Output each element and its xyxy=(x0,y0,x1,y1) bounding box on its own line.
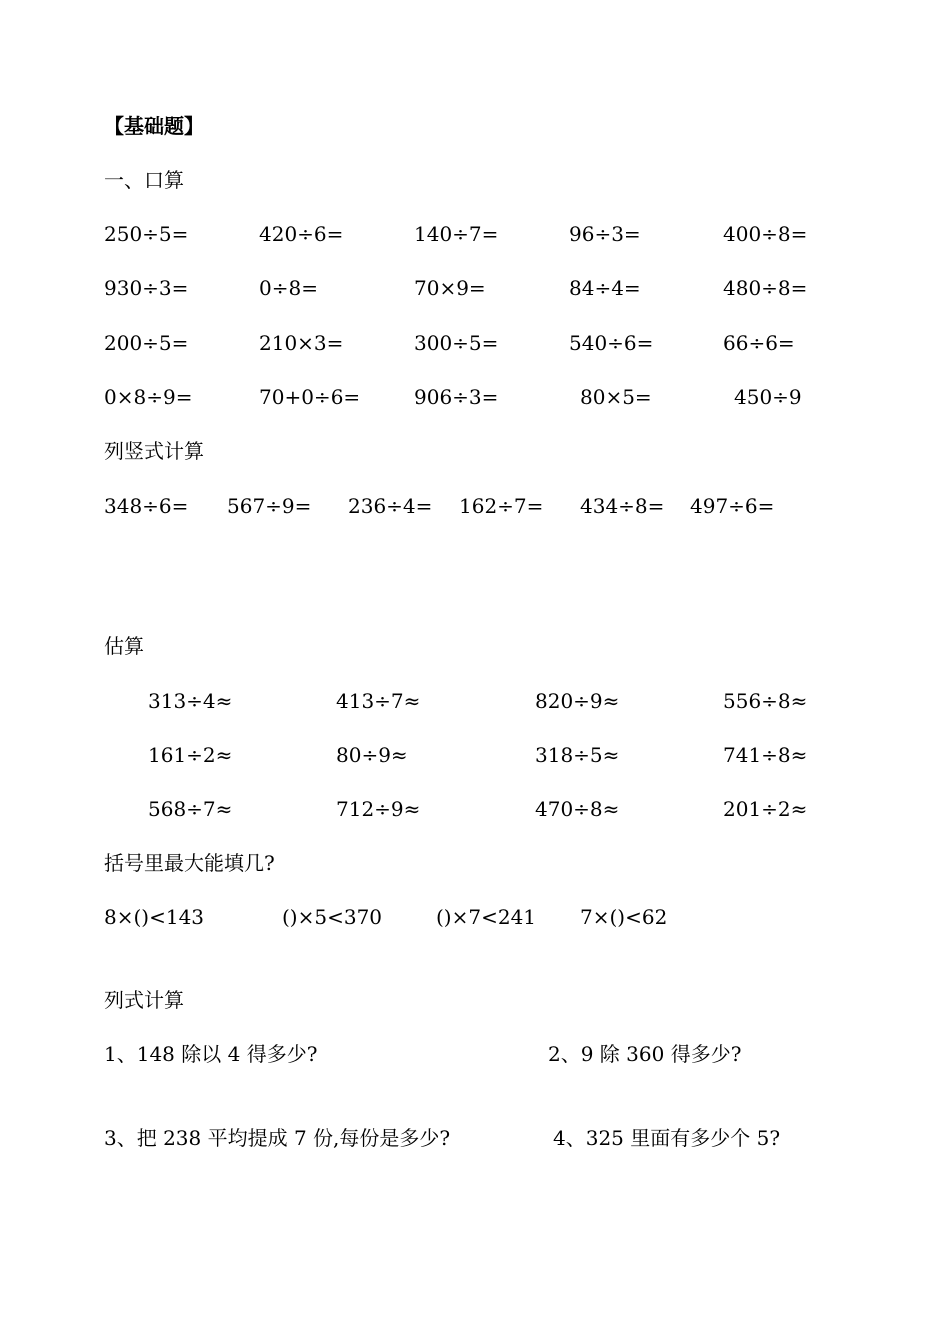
estimation-problem: 161÷2≈ xyxy=(148,743,233,767)
inequality-problem: 7×()<62 xyxy=(580,905,668,929)
oral-problem: 200÷5= xyxy=(104,331,189,355)
oral-problem: 250÷5= xyxy=(104,222,189,246)
oral-problem: 70×9= xyxy=(414,276,486,300)
estimation-problem: 318÷5≈ xyxy=(535,743,620,767)
vertical-problem: 162÷7= xyxy=(459,494,544,518)
section-heading-oral-calculation: 一、口算 xyxy=(104,168,184,192)
oral-problem: 70+0÷6= xyxy=(259,385,361,409)
vertical-problem: 497÷6= xyxy=(690,494,775,518)
inequality-problem: ()×5<370 xyxy=(282,905,383,929)
estimation-problem: 80÷9≈ xyxy=(336,743,408,767)
oral-problem: 540÷6= xyxy=(569,331,654,355)
oral-problem: 400÷8= xyxy=(723,222,808,246)
oral-problem: 210×3= xyxy=(259,331,344,355)
oral-problem: 906÷3= xyxy=(414,385,499,409)
word-problem: 3、把 238 平均提成 7 份,每份是多少? xyxy=(104,1126,451,1150)
word-problem: 1、148 除以 4 得多少? xyxy=(104,1042,318,1066)
estimation-problem: 556÷8≈ xyxy=(723,689,808,713)
oral-problem: 96÷3= xyxy=(569,222,641,246)
oral-problem: 84÷4= xyxy=(569,276,641,300)
oral-problem: 0÷8= xyxy=(259,276,318,300)
vertical-problem: 434÷8= xyxy=(580,494,665,518)
vertical-problem: 567÷9= xyxy=(227,494,312,518)
oral-problem: 480÷8= xyxy=(723,276,808,300)
vertical-problem: 236÷4= xyxy=(348,494,433,518)
section-heading-vertical-calculation: 列竖式计算 xyxy=(104,439,204,463)
estimation-problem: 820÷9≈ xyxy=(535,689,620,713)
oral-problem: 300÷5= xyxy=(414,331,499,355)
oral-problem: 66÷6= xyxy=(723,331,795,355)
section-heading-equation-calculation: 列式计算 xyxy=(104,988,184,1012)
oral-problem: 930÷3= xyxy=(104,276,189,300)
page-title: 【基础题】 xyxy=(104,114,204,138)
vertical-problem: 348÷6= xyxy=(104,494,189,518)
word-problem: 2、9 除 360 得多少? xyxy=(548,1042,742,1066)
estimation-problem: 413÷7≈ xyxy=(336,689,421,713)
inequality-problem: ()×7<241 xyxy=(436,905,537,929)
oral-problem: 80×5= xyxy=(580,385,652,409)
oral-problem: 0×8÷9= xyxy=(104,385,193,409)
section-heading-estimation: 估算 xyxy=(104,634,144,658)
estimation-problem: 313÷4≈ xyxy=(148,689,233,713)
estimation-problem: 568÷7≈ xyxy=(148,797,233,821)
oral-problem: 140÷7= xyxy=(414,222,499,246)
estimation-problem: 201÷2≈ xyxy=(723,797,808,821)
estimation-problem: 712÷9≈ xyxy=(336,797,421,821)
oral-problem: 420÷6= xyxy=(259,222,344,246)
inequality-problem: 8×()<143 xyxy=(104,905,205,929)
section-heading-max-fill: 括号里最大能填几? xyxy=(104,851,275,875)
oral-problem: 450÷9 xyxy=(734,385,802,409)
estimation-problem: 470÷8≈ xyxy=(535,797,620,821)
word-problem: 4、325 里面有多少个 5? xyxy=(553,1126,781,1150)
estimation-problem: 741÷8≈ xyxy=(723,743,808,767)
